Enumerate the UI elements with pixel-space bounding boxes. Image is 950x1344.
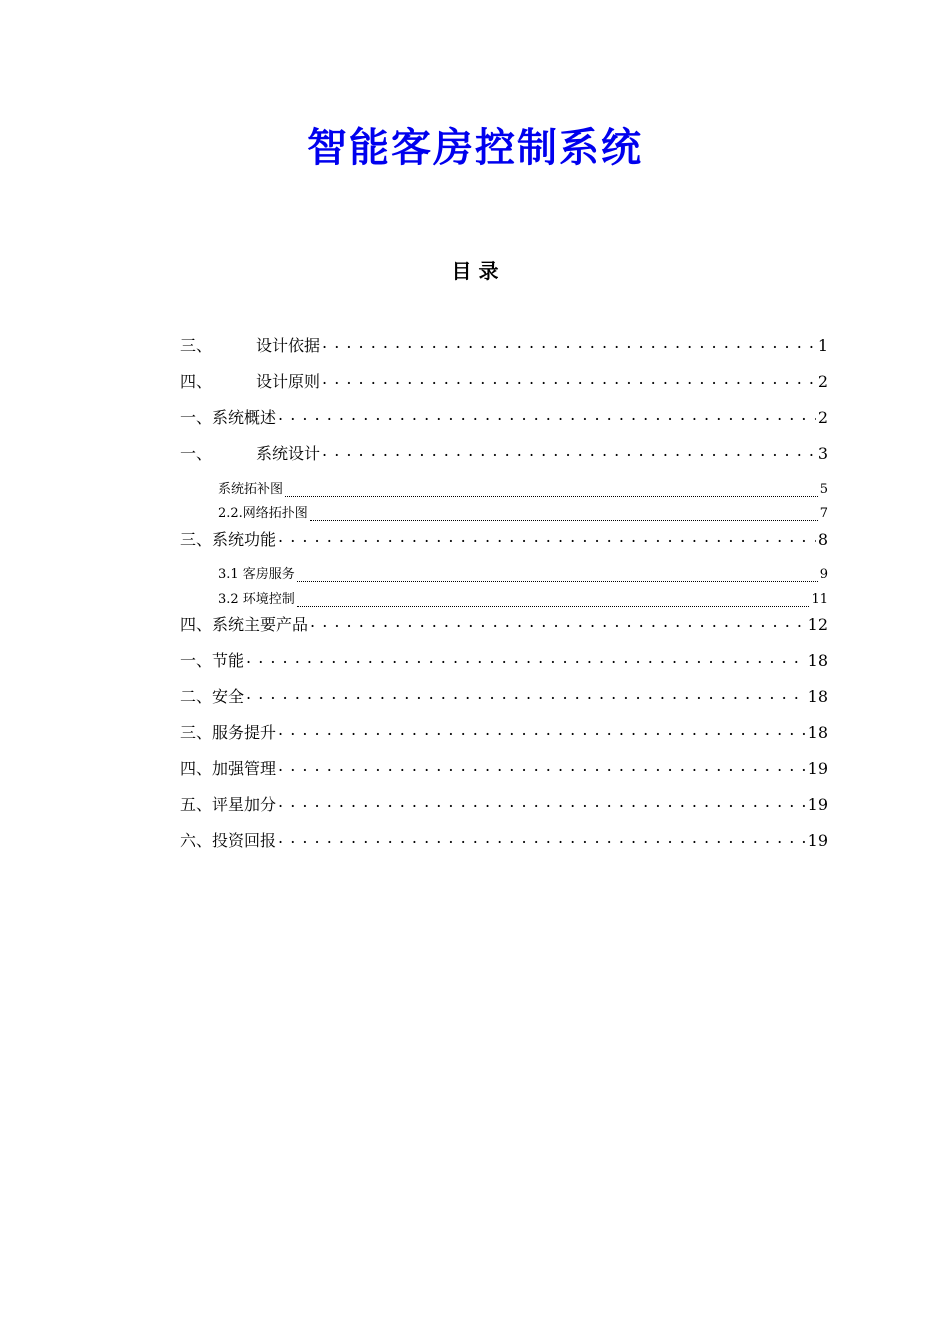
toc-entry-page: 19 bbox=[807, 795, 828, 814]
toc-entry-page: 12 bbox=[807, 615, 828, 634]
toc-entry[interactable] bbox=[180, 757, 828, 781]
toc-entry-label: 四、加强管理 bbox=[180, 759, 277, 778]
toc-entry-page: 19 bbox=[807, 831, 828, 850]
toc-entry-page: 18 bbox=[807, 687, 828, 706]
toc-entry[interactable] bbox=[180, 613, 828, 637]
toc-entry-page: 19 bbox=[807, 759, 828, 778]
toc-leader-dots bbox=[297, 581, 818, 582]
toc-entry-page: 7 bbox=[819, 506, 828, 521]
toc-leader-dots bbox=[278, 830, 806, 846]
toc-entry[interactable] bbox=[180, 370, 828, 394]
toc-entry[interactable] bbox=[180, 528, 828, 552]
toc-entry-page: 9 bbox=[819, 567, 828, 582]
toc-entry-label: 系统设计 bbox=[256, 444, 321, 463]
toc-entry-number: 三、 bbox=[180, 336, 213, 355]
toc-entry-number: 四、 bbox=[180, 372, 213, 391]
toc-leader-dots bbox=[297, 606, 810, 607]
toc-entry-label: 3.1 客房服务 bbox=[218, 567, 295, 582]
toc-subentry[interactable] bbox=[218, 590, 828, 610]
toc-entry-label: 设计依据 bbox=[256, 336, 321, 355]
toc-leader-dots bbox=[246, 686, 806, 702]
toc-entry-page: 3 bbox=[817, 444, 828, 463]
toc-entry[interactable] bbox=[180, 442, 828, 466]
toc-entry-label: 系统拓补图 bbox=[218, 482, 284, 497]
toc-subentry[interactable] bbox=[218, 480, 828, 500]
toc-leader-dots bbox=[322, 371, 816, 387]
toc-entry-page: 1 bbox=[817, 336, 828, 355]
toc-entry-page: 5 bbox=[819, 482, 828, 497]
toc-leader-dots bbox=[278, 722, 806, 738]
toc-leader-dots bbox=[278, 794, 806, 810]
toc-leader-dots bbox=[278, 758, 806, 774]
toc-leader-dots bbox=[310, 520, 818, 521]
toc-entry-label: 2.2.网络拓扑图 bbox=[218, 506, 308, 521]
toc-entry[interactable] bbox=[180, 829, 828, 853]
toc-entry-label: 三、系统功能 bbox=[180, 530, 277, 549]
toc-entry-page: 11 bbox=[811, 592, 828, 607]
toc-leader-dots bbox=[246, 650, 806, 666]
toc-leader-dots bbox=[278, 407, 816, 423]
toc-entry-page: 18 bbox=[807, 723, 828, 742]
toc-subentry[interactable] bbox=[218, 504, 828, 524]
toc-entry[interactable] bbox=[180, 334, 828, 358]
toc-entry-label: 五、评星加分 bbox=[180, 795, 277, 814]
document-title: 智能客房控制系统 bbox=[307, 124, 643, 171]
toc-entry[interactable] bbox=[180, 721, 828, 745]
toc-entry-label: 设计原则 bbox=[256, 372, 321, 391]
toc-entry-label: 3.2 环境控制 bbox=[218, 592, 295, 607]
toc-entry-page: 2 bbox=[817, 408, 828, 427]
toc-entry[interactable] bbox=[180, 793, 828, 817]
toc-entry-label: 六、投资回报 bbox=[180, 831, 277, 850]
toc-entry-page: 18 bbox=[807, 651, 828, 670]
toc-heading: 目 录 bbox=[451, 259, 499, 283]
toc-entry[interactable] bbox=[180, 406, 828, 430]
toc-entry[interactable] bbox=[180, 685, 828, 709]
toc-entry-page: 2 bbox=[817, 372, 828, 391]
toc-entry-label: 二、安全 bbox=[180, 687, 245, 706]
toc-leader-dots bbox=[285, 496, 818, 497]
toc-entry-number: 一、 bbox=[180, 444, 213, 463]
toc-subentry[interactable] bbox=[218, 565, 828, 585]
toc-leader-dots bbox=[278, 529, 816, 545]
toc-entry-page: 8 bbox=[817, 530, 828, 549]
toc-leader-dots bbox=[310, 614, 806, 630]
toc-entry[interactable] bbox=[180, 649, 828, 673]
toc-entry-label: 一、系统概述 bbox=[180, 408, 277, 427]
toc-entry-label: 一、节能 bbox=[180, 651, 245, 670]
toc-leader-dots bbox=[322, 443, 816, 459]
toc-leader-dots bbox=[322, 335, 816, 351]
toc-entry-label: 四、系统主要产品 bbox=[180, 615, 309, 634]
toc-entry-label: 三、服务提升 bbox=[180, 723, 277, 742]
